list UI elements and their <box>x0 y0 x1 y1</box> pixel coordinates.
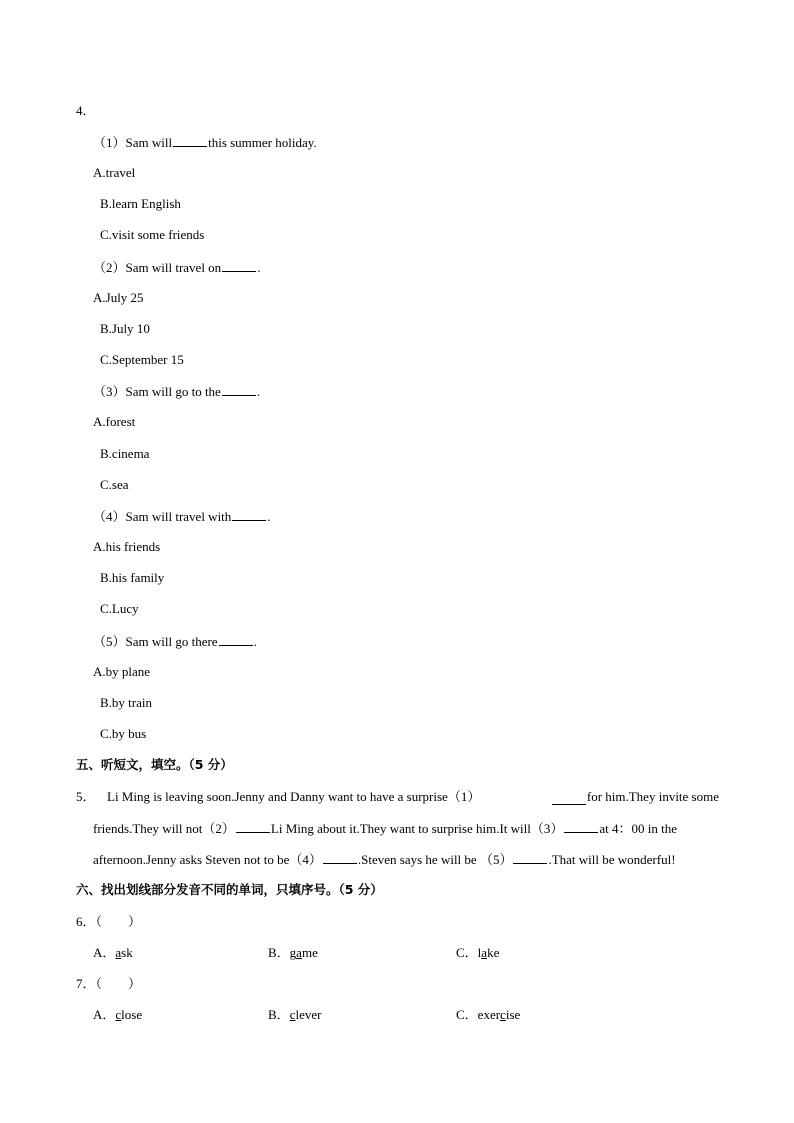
answer-blank <box>552 792 586 805</box>
passage-text: friends.They will not（2） <box>93 821 235 836</box>
passage-text: at 4：00 in the <box>599 821 678 836</box>
passage-text: afternoon.Jenny asks Steven not to be（4） <box>93 852 322 867</box>
question-4-number: 4． <box>76 103 96 118</box>
q4-sub1-option-b: B.learn English <box>100 196 181 211</box>
word-part: me <box>301 945 318 960</box>
word-part: sk <box>121 945 133 960</box>
answer-blank <box>222 259 256 272</box>
option-label: B． <box>268 945 290 960</box>
q6-option-c <box>456 945 499 961</box>
passage-text: Li Ming about it.They want to surprise him.It will（3） <box>270 821 564 836</box>
underlined-letter: a <box>115 945 122 960</box>
q4-sub5-option-c: C.by bus <box>100 726 147 741</box>
word-part: exer <box>477 1007 501 1022</box>
passage-text: for him.They invite some <box>586 789 719 804</box>
stem-text: （5）Sam will go there <box>93 634 218 649</box>
answer-blank <box>222 383 256 396</box>
q4-sub4-option-b: B.his family <box>100 570 165 585</box>
option-label: B． <box>268 1007 290 1022</box>
q4-sub3-option-b: B.cinema <box>100 446 150 461</box>
q4-sub1-option-a: A.travel <box>93 165 136 180</box>
stem-text: （4）Sam will travel with <box>93 509 232 524</box>
q4-sub4-stem <box>93 508 271 525</box>
answer-blank <box>564 820 598 833</box>
stem-text: （2）Sam will travel on <box>93 260 222 275</box>
q5-passage-line-2 <box>93 820 719 837</box>
q7-option-a <box>93 1007 142 1023</box>
question-6-number: 6．（ ） <box>76 914 142 929</box>
underlined-letter: a <box>296 945 302 960</box>
passage-text: .That will be wonderful! <box>548 852 676 867</box>
section-5-heading: 五、听短文，填空。（5 分） <box>76 757 233 772</box>
q4-sub2-stem <box>93 259 260 276</box>
stem-text: . <box>256 384 261 399</box>
q4-sub1-stem <box>93 134 317 151</box>
question-7-number: 7．（ ） <box>76 976 142 991</box>
q6-option-a <box>93 945 133 961</box>
underlined-letter: c <box>289 1007 296 1022</box>
stem-text: （1）Sam will <box>93 135 173 150</box>
q4-sub2-option-b: B.July 10 <box>100 321 150 336</box>
stem-text: . <box>267 509 271 524</box>
underlined-letter: a <box>481 945 488 960</box>
underlined-letter: c <box>115 1007 122 1022</box>
q4-sub5-option-b: B.by train <box>100 695 152 710</box>
option-label: A． <box>93 945 116 960</box>
option-label: C． <box>456 1007 478 1022</box>
question-5-number: 5． <box>76 789 96 804</box>
q7-option-b <box>268 1007 321 1023</box>
passage-text: Li Ming is leaving soon.Jenny and Danny want to have a surprise（1） <box>107 789 481 804</box>
stem-text: . <box>257 260 261 275</box>
q4-sub5-stem <box>93 633 257 650</box>
q5-passage-line-3 <box>93 851 719 868</box>
q4-sub3-stem <box>93 383 260 400</box>
stem-text: this summer holiday. <box>208 135 317 150</box>
answer-blank <box>513 851 547 864</box>
answer-blank <box>219 633 253 646</box>
q5-passage-line-1 <box>107 789 719 805</box>
answer-blank <box>236 820 270 833</box>
q4-sub2-option-c: C.September 15 <box>100 352 184 367</box>
stem-text: . <box>253 634 257 649</box>
option-label: A． <box>93 1007 116 1022</box>
answer-blank <box>323 851 357 864</box>
word-part: lose <box>121 1007 143 1022</box>
stem-text: （3）Sam will go to the <box>93 384 221 399</box>
q4-sub4-option-c: C.Lucy <box>100 601 139 616</box>
word-part: lever <box>295 1007 322 1022</box>
underlined-letter: c <box>500 1007 506 1022</box>
q4-sub3-option-a: A.forest <box>93 414 136 429</box>
passage-text: .Steven says he will be （5） <box>357 852 513 867</box>
q4-sub2-option-a: A.July 25 <box>93 290 144 305</box>
answer-blank <box>173 134 207 147</box>
word-part: g <box>289 945 297 960</box>
q7-option-c <box>456 1007 520 1023</box>
option-label: C． <box>456 945 478 960</box>
q4-sub5-option-a: A.by plane <box>93 664 151 679</box>
q4-sub4-option-a: A.his friends <box>93 539 161 554</box>
word-part: ke <box>487 945 500 960</box>
q4-sub1-option-c: C.visit some friends <box>100 227 205 242</box>
section-6-heading: 六、找出划线部分发音不同的单词，只填序号。（5 分） <box>76 882 383 897</box>
word-part: l <box>477 945 482 960</box>
q4-sub3-option-c: C.sea <box>100 477 129 492</box>
word-part: ise <box>505 1007 521 1022</box>
answer-blank <box>232 508 266 521</box>
q6-option-b <box>268 945 318 961</box>
